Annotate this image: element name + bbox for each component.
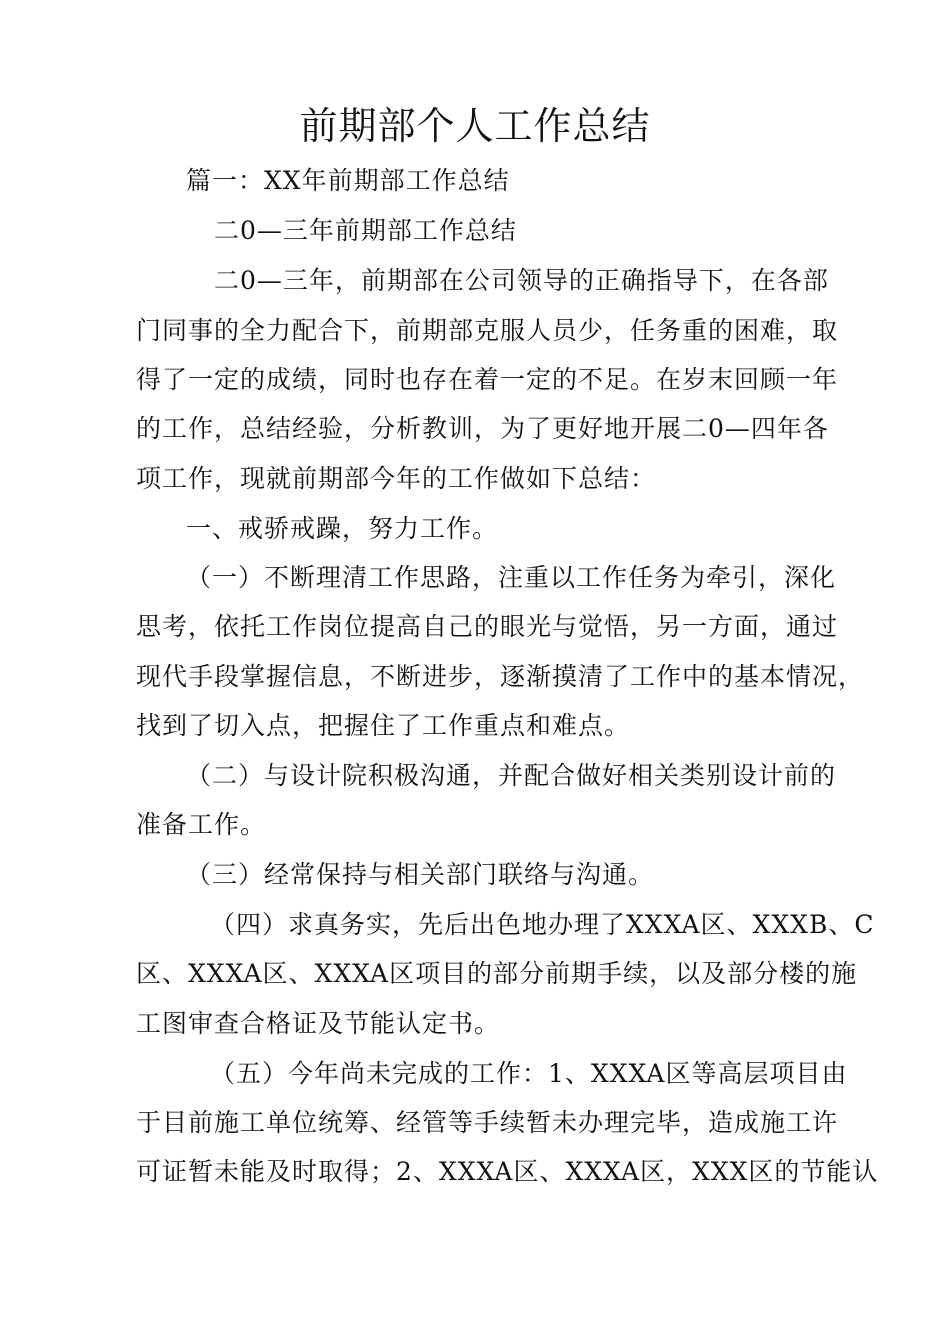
paragraph-line: （四）求真务实，先后出色地办理了XXXA区、XXXB、C [210, 910, 875, 939]
section-heading-2: 一、戒骄戒躁，努力工作。 [186, 514, 499, 543]
paragraph-line: 准备工作。 [136, 810, 267, 839]
paragraph-line: 可证暂未能及时取得；2、XXXA区、XXXA区，XXX区的节能认 [136, 1157, 879, 1186]
subtitle: 二0—三年前期部工作总结 [214, 216, 517, 245]
paragraph-line: 项工作，现就前期部今年的工作做如下总结： [136, 464, 657, 493]
paragraph-line: 的工作，总结经验，分析教训，为了更好地开展二0—四年各 [136, 414, 829, 443]
paragraph-line: 门同事的全力配合下，前期部克服人员少，任务重的困难，取 [136, 316, 839, 345]
paragraph-line: 区、XXXA区、XXXA区项目的部分前期手续，以及部分楼的施 [136, 959, 858, 988]
paragraph-line: 找到了切入点，把握住了工作重点和难点。 [136, 711, 631, 740]
paragraph-line: （一）不断理清工作思路，注重以工作任务为牵引，深化 [186, 563, 837, 592]
paragraph-line: 现代手段掌握信息，不断进步，逐渐摸清了工作中的基本情况， [136, 662, 865, 691]
paragraph-line: （五）今年尚未完成的工作：1、XXXA区等高层项目由 [210, 1059, 848, 1088]
paragraph-line: 于目前施工单位统筹、经管等手续暂未办理完毕，造成施工许 [136, 1108, 839, 1137]
paragraph-line: （三）经常保持与相关部门联络与沟通。 [186, 860, 655, 889]
section-heading-1: 篇一：XX年前期部工作总结 [186, 166, 510, 195]
paragraph-line: 二0—三年，前期部在公司领导的正确指导下，在各部 [214, 266, 829, 295]
document-title: 前期部个人工作总结 [299, 104, 651, 148]
paragraph-line: 工图审查合格证及节能认定书。 [136, 1009, 501, 1038]
paragraph-line: 得了一定的成绩，同时也存在着一定的不足。在岁末回顾一年 [136, 365, 839, 394]
paragraph-line: 思考，依托工作岗位提高自己的眼光与觉悟，另一方面，通过 [136, 612, 839, 641]
paragraph-line: （二）与设计院积极沟通，并配合做好相关类别设计前的 [186, 761, 837, 790]
